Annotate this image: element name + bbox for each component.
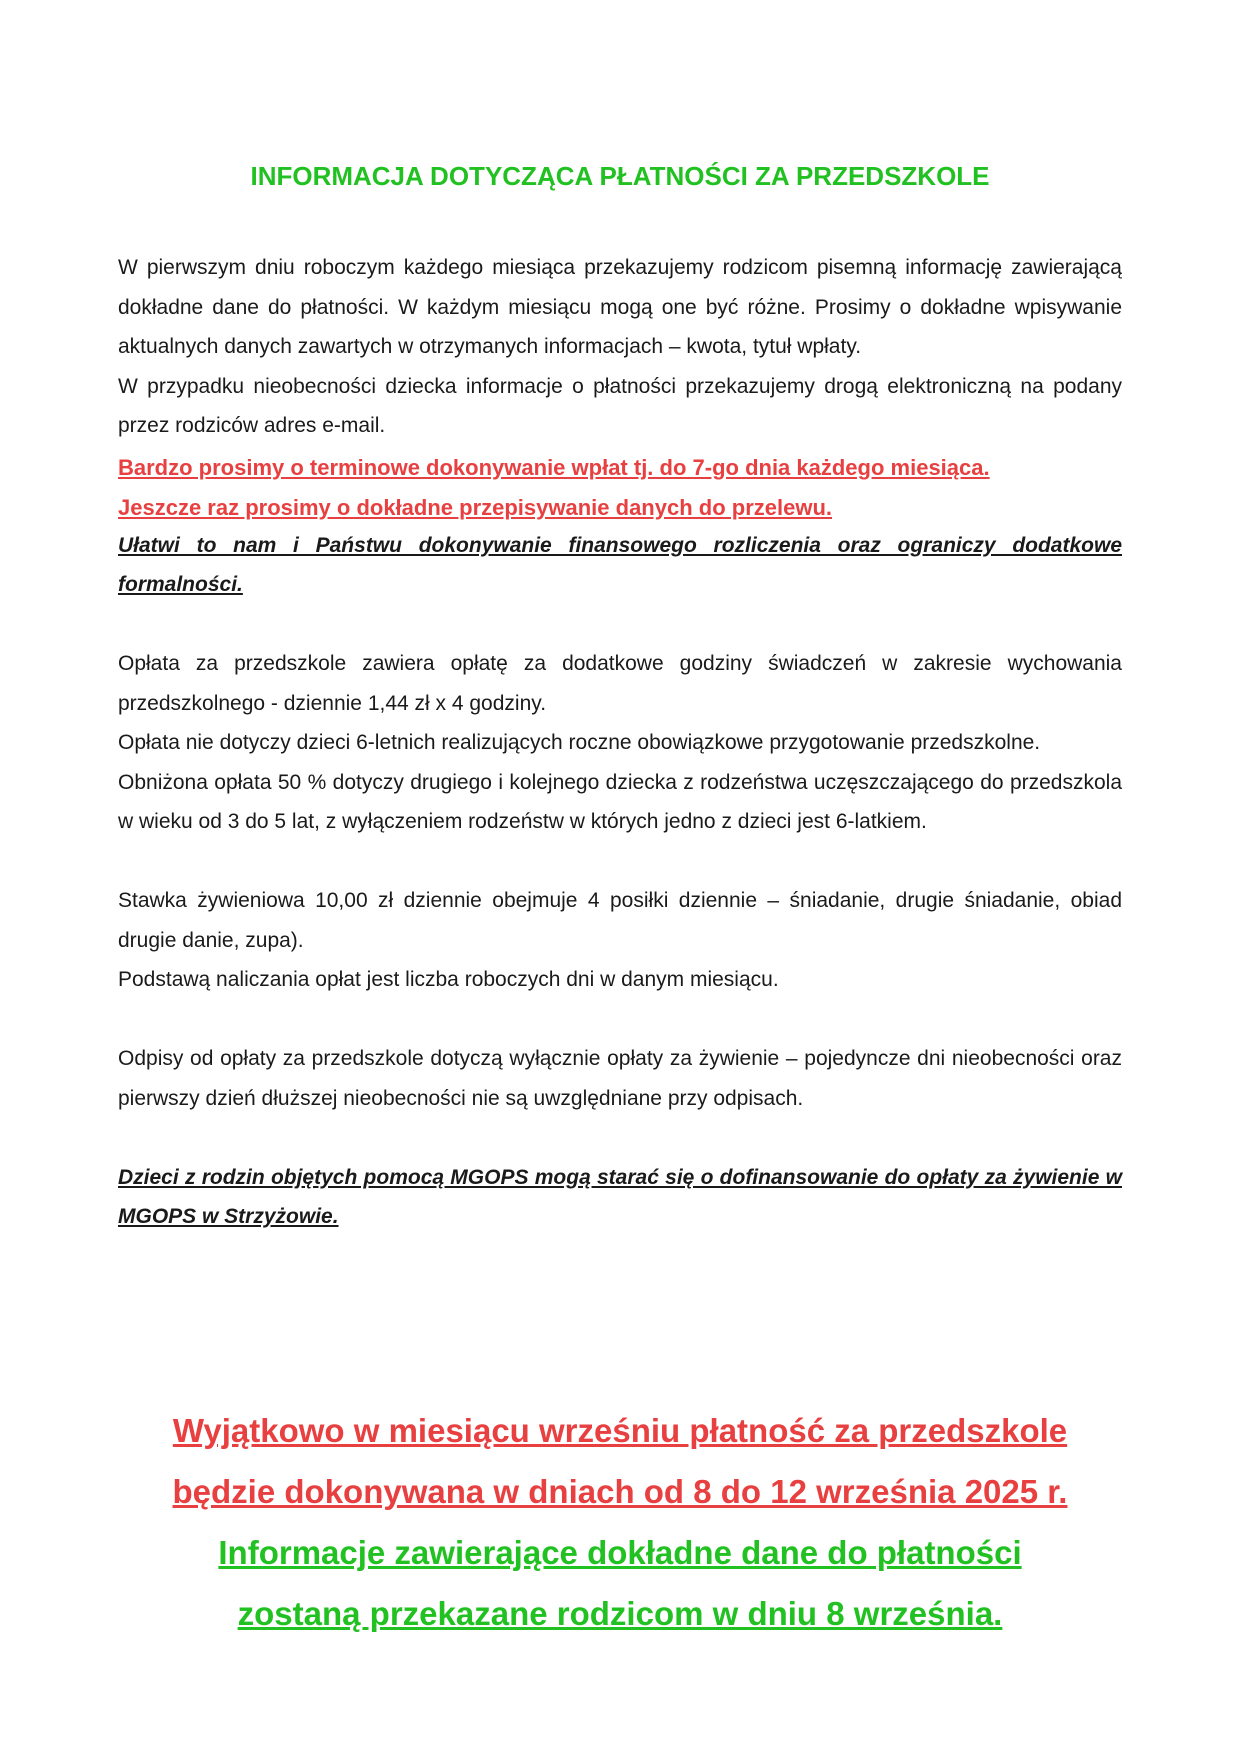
document-body: [118, 248, 1122, 1237]
paragraph-billing-basis: Podstawą naliczania opłat jest liczba roboczych dni w danym miesiącu.: [118, 968, 779, 991]
notice-transfer-details: Jeszcze raz prosimy o dokładne przepisywanie danych do przelewu.: [118, 494, 833, 520]
page-title: INFORMACJA DOTYCZĄCA PŁATNOŚCI ZA PRZEDSZKOLE: [250, 161, 990, 191]
notice-payment-deadline: Bardzo prosimy o terminowe dokonywanie wpłat tj. do 7-go dnia każdego miesiąca.: [118, 454, 990, 480]
september-notice-line-3: Informacje zawierające dokładne dane do płatności: [218, 1534, 1022, 1571]
paragraph-absence-info: W przypadku nieobecności dziecka informacje o płatności przekazujemy drogą elektroniczną na podany przez rodziców adres e-mail.: [118, 374, 1122, 437]
notice-settlement: Ułatwi to nam i Państwu dokonywanie finansowego rozliczenia oraz ograniczy dodatkowe formalności.: [118, 533, 1122, 596]
notice-mgops-funding: Dzieci z rodzin objętych pomocą MGOPS mogą starać się o dofinansowanie do opłaty za żywienie w MGOPS w Strzyżowie.: [118, 1165, 1122, 1228]
september-notice-line-2: będzie dokonywana w dniach od 8 do 12 września 2025 r.: [172, 1473, 1068, 1510]
paragraph-deductions: Odpisy od opłaty za przedszkole dotyczą wyłącznie opłaty za żywienie – pojedyncze dni nieobecności oraz pierwszy dzień dłuższej nieobecności nie są uwzględniane przy odpisach.: [118, 1047, 1122, 1110]
september-notice-line-4: zostaną przekazane rodzicom w dniu 8 września.: [237, 1595, 1003, 1632]
spacer: [118, 1118, 1122, 1158]
september-notice: [118, 1400, 1122, 1644]
paragraph-fee-exemption: Opłata nie dotyczy dzieci 6-letnich realizujących roczne obowiązkowe przygotowanie przedszkolne.: [118, 731, 1041, 754]
spacer: [118, 1000, 1122, 1040]
spacer: [118, 605, 1122, 645]
paragraph-meal-rate: Stawka żywieniowa 10,00 zł dziennie obejmuje 4 posiłki dziennie – śniadanie, drugie śniadanie, obiad drugie danie, zupa).: [118, 889, 1122, 952]
paragraph-monthly-info: W pierwszym dniu roboczym każdego miesiąca przekazujemy rodzicom pisemną informację zawierającą dokładne dane do płatności. W każdym miesiącu mogą one być różne. Prosimy o dokładne wpisywanie aktualnych danych zawartych w otrzymanych informacjach – kwota, tytuł wpłaty.: [118, 256, 1122, 358]
september-notice-line-1: Wyjątkowo w miesiącu wrześniu płatność za przedszkole: [172, 1412, 1068, 1449]
paragraph-fee-content: Opłata za przedszkole zawiera opłatę za dodatkowe godziny świadczeń w zakresie wychowania przedszkolnego - dziennie 1,44 zł x 4 godziny.: [118, 652, 1122, 715]
paragraph-reduced-fee: Obniżona opłata 50 % dotyczy drugiego i kolejnego dziecka z rodzeństwa uczęszczającego do przedszkola w wieku od 3 do 5 lat, z wyłączeniem rodzeństw w których jedno z dzieci jest 6-latkiem.: [118, 770, 1122, 833]
spacer: [118, 842, 1122, 882]
